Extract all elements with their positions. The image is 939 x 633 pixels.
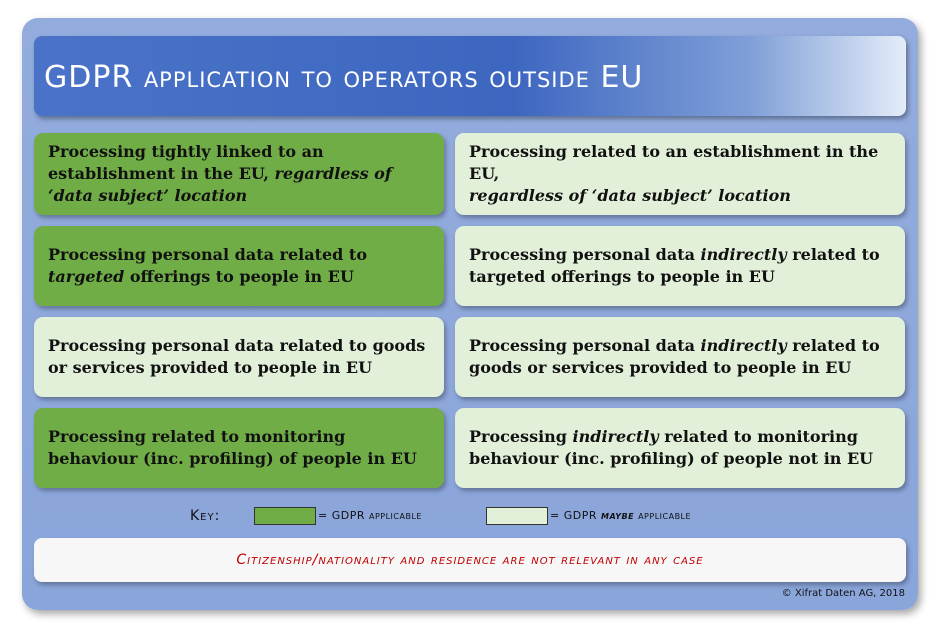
card-text-main: Processing related to an establishment in the EU, (469, 142, 879, 183)
legend-key-label: Key: (190, 508, 221, 524)
card-applicable-monitoring (34, 408, 444, 488)
card-text (48, 335, 430, 379)
card-text-tail: related to targeted offerings to people in EU (469, 245, 880, 286)
card-text-main: Processing related to monitoring behaviour (inc. profiling) of people in EU (48, 427, 417, 468)
legend-swatch-maybe (486, 507, 548, 525)
card-text (469, 335, 891, 379)
card-maybe-goods-services (34, 317, 444, 397)
card-text-emphasis: indirectly (700, 336, 787, 355)
card-maybe-establishment (455, 133, 905, 215)
card-text-main: Processing (469, 427, 573, 446)
card-text (469, 141, 891, 207)
card-text-main: Processing personal data related to (48, 245, 367, 264)
card-text (469, 244, 891, 288)
card-text-tail: offerings to people in EU (124, 267, 354, 286)
card-text-main: Processing personal data (469, 336, 701, 355)
legend-text-maybe-pre: = GDPR (550, 509, 601, 522)
card-maybe-goods-services-indirect (455, 317, 905, 397)
card-text-main: Processing personal data (469, 245, 701, 264)
legend-swatch-applicable (254, 507, 316, 525)
card-maybe-monitoring (455, 408, 905, 488)
card-text-tail: related to goods or services provided to people in EU (469, 336, 880, 377)
card-text-emphasis: regardless of ‘data subject’ location (469, 186, 791, 205)
legend-text-maybe (550, 507, 691, 525)
copyright-text: © Xifrat Daten AG, 2018 (781, 588, 905, 599)
card-text-main: Processing personal data related to goods or services provided to people in EU (48, 336, 426, 377)
card-text-main: Processing tightly linked to an establishment in the EU, (48, 142, 324, 183)
card-text-emphasis: targeted (48, 267, 125, 286)
note-text: Citizenship/nationality and residence are not relevant in any case (236, 552, 704, 568)
card-text (48, 244, 430, 288)
card-text-tail: related to monitoring behaviour (inc. profiling) of people not in EU (469, 427, 874, 468)
card-text-emphasis: regardless of ‘data subject’ location (48, 164, 392, 205)
card-text-emphasis: indirectly (700, 245, 787, 264)
legend-text-maybe-em: maybe (600, 509, 635, 522)
card-applicable-establishment (34, 133, 444, 215)
card-applicable-targeted-offerings (34, 226, 444, 306)
card-text (48, 426, 430, 470)
card-text (469, 426, 891, 470)
legend-text-maybe-post: applicable (634, 509, 692, 522)
card-maybe-targeted-offerings (455, 226, 905, 306)
card-text (48, 141, 430, 207)
page-title: GDPR application to operators outside EU (44, 60, 644, 95)
card-text-emphasis: indirectly (572, 427, 659, 446)
legend-text-applicable: = GDPR applicable (318, 509, 422, 522)
